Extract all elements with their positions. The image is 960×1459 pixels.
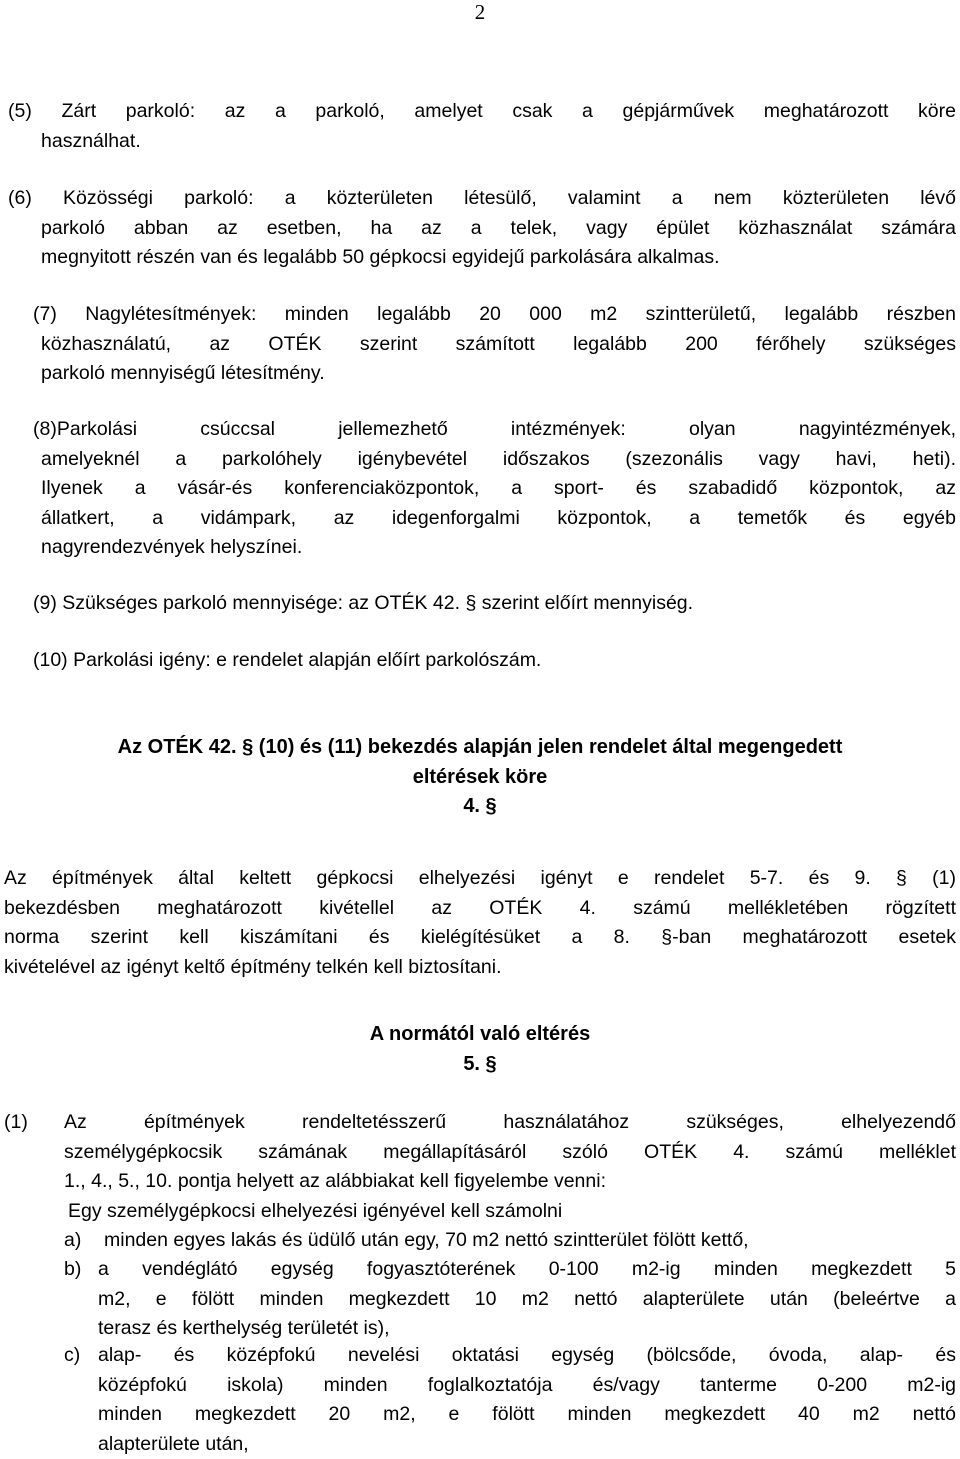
text-line: kivételével az igényt keltő építmény telkén kell biztosítani. (4, 953, 956, 983)
text-line: norma szerint kell kiszámítani és kielégítésüket a 8. §-ban meghatározott esetek (4, 923, 956, 953)
text-line: (8)Parkolási csúccsal jellemezhető intézmények: olyan nagyintézmények, (8, 415, 956, 445)
heading-line: eltérések köre (0, 763, 960, 793)
text-line: alapterülete után, (98, 1430, 956, 1459)
section-number: 4. § (0, 792, 960, 822)
text-line: Ilyenek a vásár-és konferenciaközpontok, a sport- és szabadidő központok, az (8, 474, 956, 504)
paragraph-6 (8, 184, 956, 273)
text-line: minden megkezdett 20 m2, e fölött minden megkezdett 40 m2 nettó (98, 1400, 956, 1430)
heading-line: A normától való eltérés (0, 1020, 960, 1050)
text-line: közhasználatú, az OTÉK szerint számított legalább 200 férőhely szükséges (8, 330, 956, 360)
text-line: (7) Nagylétesítmények: minden legalább 20 000 m2 szintterületű, legalább részben (8, 300, 956, 330)
section-4-body (4, 864, 956, 982)
list-marker: a) (64, 1226, 81, 1256)
text-line: (9) Szükséges parkoló mennyisége: az OTÉK 42. § szerint előírt mennyiség. (33, 589, 953, 619)
paragraph-7 (8, 300, 956, 389)
text-line: (10) Parkolási igény: e rendelet alapján előírt parkolószám. (33, 646, 953, 676)
text-line: parkoló mennyiségű létesítmény. (8, 359, 956, 389)
text-line: minden egyes lakás és üdülő után egy, 70 m2 nettó szintterület fölött kettő, (104, 1226, 956, 1256)
section-heading-5 (0, 1020, 960, 1079)
text-line: (5) Zárt parkoló: az a parkoló, amelyet csak a gépjárművek meghatározott köre (8, 97, 956, 127)
list-marker: b) (64, 1255, 81, 1285)
section-heading-4 (0, 733, 960, 822)
page-number: 2 (0, 0, 960, 24)
text-line: a vendéglátó egység fogyasztóterének 0-100 m2-ig minden megkezdett 5 (98, 1255, 956, 1285)
text-line: bekezdésben meghatározott kivétellel az OTÉK 4. számú mellékletében rögzített (4, 894, 956, 924)
paragraph-marker: (1) (4, 1108, 28, 1138)
list-intro: Egy személygépkocsi elhelyezési igényével kell számolni (64, 1197, 956, 1227)
section-5-paragraph-1 (64, 1108, 956, 1226)
text-line: (6) Közösségi parkoló: a közterületen létesülő, valamint a nem közterületen lévő (8, 184, 956, 214)
text-line: nagyrendezvények helyszínei. (8, 533, 956, 563)
text-line: középfokú iskola) minden foglalkoztatója és/vagy tanterme 0-200 m2-ig (98, 1371, 956, 1401)
list-marker: c) (64, 1341, 80, 1371)
text-line: parkoló abban az esetben, ha az a telek, vagy épület közhasználat számára (8, 214, 956, 244)
list-item (98, 1255, 956, 1344)
section-number: 5. § (0, 1050, 960, 1080)
text-line: állatkert, a vidámpark, az idegenforgalmi központok, a temetők és egyéb (8, 504, 956, 534)
paragraph-8 (8, 415, 956, 563)
text-line: megnyitott részén van és legalább 50 gépkocsi egyidejű parkolására alkalmas. (8, 243, 956, 273)
paragraph-9 (33, 589, 953, 619)
heading-line: Az OTÉK 42. § (10) és (11) bekezdés alapján jelen rendelet által megengedett (0, 733, 960, 763)
paragraph-10 (33, 646, 953, 676)
text-line: 1., 4., 5., 10. pontja helyett az alábbiakat kell figyelembe venni: (64, 1167, 956, 1197)
text-line: használhat. (8, 127, 956, 157)
text-line: személygépkocsik számának megállapításáról szóló OTÉK 4. számú melléklet (64, 1138, 956, 1168)
text-line: Az építmények által keltett gépkocsi elhelyezési igényt e rendelet 5-7. és 9. § (1) (4, 864, 956, 894)
text-line: Az építmények rendeltetésszerű használatához szükséges, elhelyezendő (64, 1108, 956, 1138)
text-line: alap- és középfokú nevelési oktatási egység (bölcsőde, óvoda, alap- és (98, 1341, 956, 1371)
list-item (104, 1226, 956, 1256)
text-line: amelyeknél a parkolóhely igénybevétel időszakos (szezonális vagy havi, heti). (8, 445, 956, 475)
text-line: m2, e fölött minden megkezdett 10 m2 nettó alapterülete után (beleértve a (98, 1285, 956, 1315)
paragraph-5 (8, 97, 956, 156)
list-item (98, 1341, 956, 1459)
text-line: terasz és kerthelység területét is), (98, 1314, 956, 1344)
